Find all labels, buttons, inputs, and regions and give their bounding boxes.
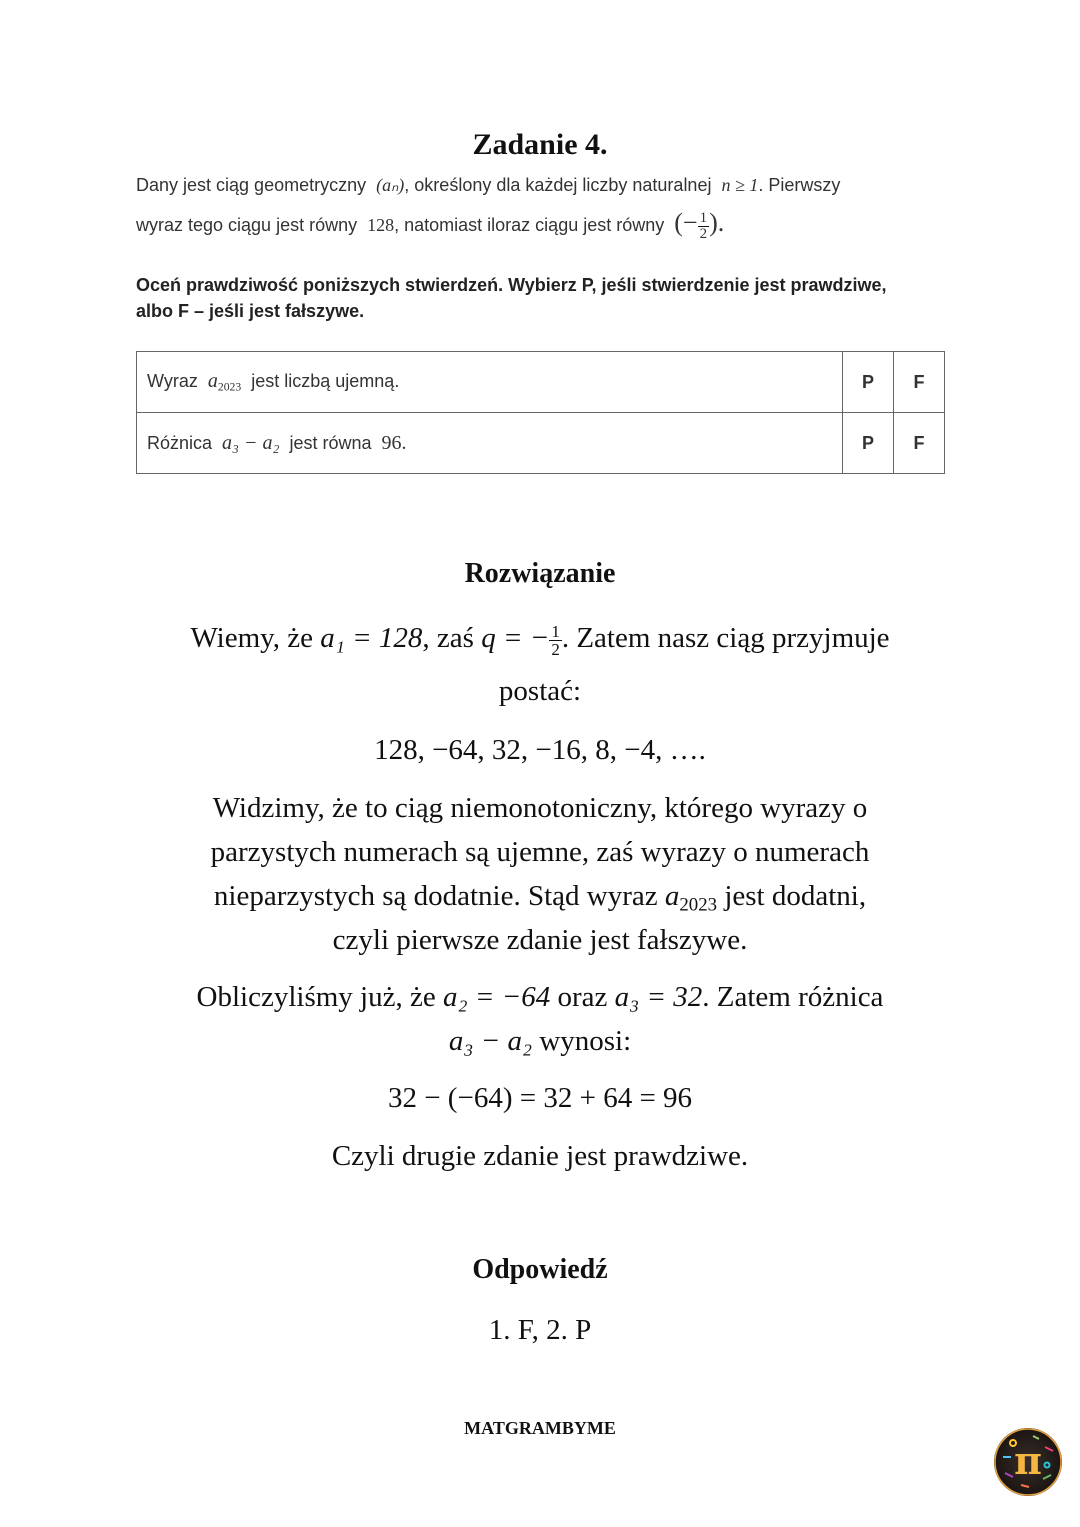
sequence-symbol: (aₙ) — [376, 175, 405, 195]
solution-paragraph-2-line-1: Widzimy, że to ciąg niemonotoniczny, którego wyrazy o — [212, 792, 868, 824]
solution-paragraph-2-line-3: nieparzystych są dodatnie. Stąd wyraz $a_{2023}$ jest dodatni, — [213, 880, 867, 916]
ratio-fraction: $\frac{1}{2}$ — [699, 209, 708, 242]
ratio-fraction-solution: $\frac{1}{2}$ — [551, 621, 560, 659]
solution-paragraph-1-end: postać: — [498, 675, 582, 707]
solution-paragraph-3-line-2: a₃ − a₂ wynosi: — [448, 1025, 632, 1057]
true-false-table — [136, 351, 945, 474]
solution-conclusion: Czyli drugie zdanie jest prawdziwe. — [331, 1140, 749, 1172]
footer-brand: MATGRAMBYME — [464, 1418, 616, 1438]
solution-heading: Rozwiązanie — [464, 558, 616, 589]
solution-paragraph-2-line-4: czyli pierwsze zdanie jest fałszywe. — [332, 924, 748, 956]
ratio-open: (− — [674, 208, 698, 237]
solution-paragraph-2-line-2: parzystych numerach są ujemne, zaś wyrazy o numerach — [210, 836, 870, 868]
task-title: Zadanie 4. — [472, 128, 608, 161]
answer-heading: Odpowiedź — [472, 1254, 608, 1285]
task-intro-line-2: wyraz tego ciągu jest równy 128, natomiast iloraz ciągu jest równy (− $\frac{1}{2}$ ). — [136, 208, 725, 242]
pi-glyph: π — [1014, 1438, 1042, 1483]
option-p-2[interactable]: P — [843, 413, 894, 474]
task-intro-line-1: Dany jest ciąg geometryczny (aₙ), określony dla każdej liczby naturalnej n ≥ 1. Pierwszy — [136, 175, 841, 195]
difference-equation: 32 − (−64) = 32 + 64 = 96 — [387, 1082, 693, 1114]
table-row — [137, 352, 945, 413]
condition: n ≥ 1 — [721, 175, 759, 195]
solution-paragraph-3-line-1: Obliczyliśmy już, że a₂ = −64 oraz a₃ = 32. Zatem różnica — [196, 981, 884, 1013]
option-f-2[interactable]: F — [894, 413, 945, 474]
option-f-1[interactable]: F — [894, 352, 945, 413]
statement-2: Różnica a₃ − a₂ jest równa 96. — [137, 413, 843, 474]
statement-1: Wyraz $a_{2023}$ jest liczbą ujemną. — [137, 352, 843, 413]
option-p-1[interactable]: P — [843, 352, 894, 413]
instruction: Oceń prawdziwość poniższych stwierdzeń. Wybierz P, jeśli stwierdzenie jest prawdziwe, albo F – jeśli jest fałszywe. — [136, 275, 887, 321]
first-term-value: 128 — [367, 215, 395, 235]
pi-logo-icon — [993, 1427, 1063, 1497]
table-row — [137, 413, 945, 474]
solution-paragraph-1: Wiemy, że a₁ = 128, zaś q = − $\frac{1}{2}$ . Zatem nasz ciąg przyjmuje — [190, 621, 890, 659]
sequence-terms: 128, −64, 32, −16, 8, −4, …. — [374, 734, 706, 766]
answer-text: 1. F, 2. P — [488, 1314, 592, 1346]
